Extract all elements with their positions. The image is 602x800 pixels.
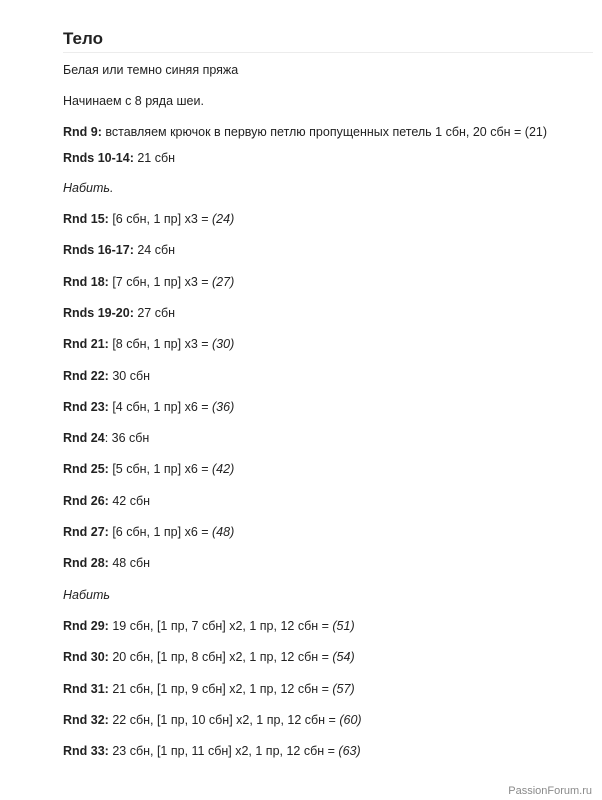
round-18 <box>63 274 234 290</box>
round-29 <box>63 618 355 634</box>
round-9 <box>63 124 547 140</box>
round-text: 30 сбн <box>108 369 151 383</box>
round-text: [5 сбн, 1 пр] x6 = <box>108 462 213 476</box>
start-note: Начинаем с 8 ряда шеи. <box>63 94 204 108</box>
round-result: (54) <box>332 650 355 664</box>
rounds-10-14 <box>63 150 175 166</box>
round-label: Rnds 16-17: <box>63 243 134 257</box>
round-26 <box>63 493 150 509</box>
round-text: 23 сбн, [1 пр, 11 сбн] x2, 1 пр, 12 сбн = <box>108 744 339 758</box>
round-text: [7 сбн, 1 пр] x3 = <box>108 275 213 289</box>
round-label: Rnd 26: <box>63 494 109 508</box>
stuff-text: Набить <box>63 588 110 602</box>
round-text: 48 сбн <box>108 556 151 570</box>
round-label: Rnd 22: <box>63 369 109 383</box>
stuff-note-1 <box>63 180 113 196</box>
round-label: Rnd 27: <box>63 525 109 539</box>
round-result: (36) <box>212 400 235 414</box>
round-label: Rnd 30: <box>63 650 109 664</box>
round-result: (51) <box>332 619 355 633</box>
round-text: : 36 сбн <box>104 431 150 445</box>
round-text: [4 сбн, 1 пр] x6 = <box>108 400 213 414</box>
round-21 <box>63 336 234 352</box>
round-label: Rnd 32: <box>63 713 109 727</box>
round-label: Rnds 10-14: <box>63 151 134 165</box>
round-result: (60) <box>339 713 362 727</box>
round-label: Rnd 25: <box>63 462 109 476</box>
round-24 <box>63 430 149 446</box>
round-25 <box>63 461 234 477</box>
round-28 <box>63 555 150 571</box>
round-15 <box>63 211 234 227</box>
round-label: Rnd 33: <box>63 744 109 758</box>
round-label: Rnd 31: <box>63 682 109 696</box>
round-text: [6 сбн, 1 пр] x3 = <box>108 212 213 226</box>
round-text: 20 сбн, [1 пр, 8 сбн] x2, 1 пр, 12 сбн = <box>108 650 333 664</box>
round-text: 42 сбн <box>108 494 151 508</box>
round-label: Rnd 18: <box>63 275 109 289</box>
round-result: (27) <box>212 275 235 289</box>
round-23 <box>63 399 234 415</box>
round-label: Rnd 15: <box>63 212 109 226</box>
rounds-16-17 <box>63 242 175 258</box>
round-text: 21 сбн, [1 пр, 9 сбн] x2, 1 пр, 12 сбн = <box>108 682 333 696</box>
title-divider <box>63 52 593 53</box>
round-label: Rnd 29: <box>63 619 109 633</box>
round-text: 24 сбн <box>133 243 176 257</box>
stuff-note-2 <box>63 587 110 603</box>
rounds-19-20 <box>63 305 175 321</box>
round-22 <box>63 368 150 384</box>
round-label: Rnd 9: <box>63 125 102 139</box>
round-label: Rnd 28: <box>63 556 109 570</box>
round-result: (42) <box>212 462 235 476</box>
round-32 <box>63 712 362 728</box>
round-text: [8 сбн, 1 пр] x3 = <box>108 337 213 351</box>
round-text: 22 сбн, [1 пр, 10 сбн] x2, 1 пр, 12 сбн = <box>108 713 340 727</box>
round-text: 21 сбн <box>133 151 176 165</box>
round-label: Rnd 24 <box>63 431 105 445</box>
round-result: (57) <box>332 682 355 696</box>
round-label: Rnds 19-20: <box>63 306 134 320</box>
round-label: Rnd 21: <box>63 337 109 351</box>
round-31 <box>63 681 355 697</box>
stuff-text: Набить. <box>63 181 114 195</box>
round-30 <box>63 649 355 665</box>
watermark: PassionForum.ru <box>508 785 592 797</box>
round-label: Rnd 23: <box>63 400 109 414</box>
round-text: вставляем крючок в первую петлю пропущенных петель 1 сбн, 20 сбн = (21) <box>101 125 548 139</box>
round-text: 19 сбн, [1 пр, 7 сбн] x2, 1 пр, 12 сбн = <box>108 619 333 633</box>
round-result: (24) <box>212 212 235 226</box>
round-result: (63) <box>338 744 361 758</box>
round-text: 27 сбн <box>133 306 176 320</box>
round-text: [6 сбн, 1 пр] x6 = <box>108 525 213 539</box>
round-27 <box>63 524 234 540</box>
round-33 <box>63 743 361 759</box>
yarn-note: Белая или темно синяя пряжа <box>63 63 239 77</box>
round-result: (48) <box>212 525 235 539</box>
round-result: (30) <box>212 337 235 351</box>
section-title: Тело <box>63 29 103 48</box>
